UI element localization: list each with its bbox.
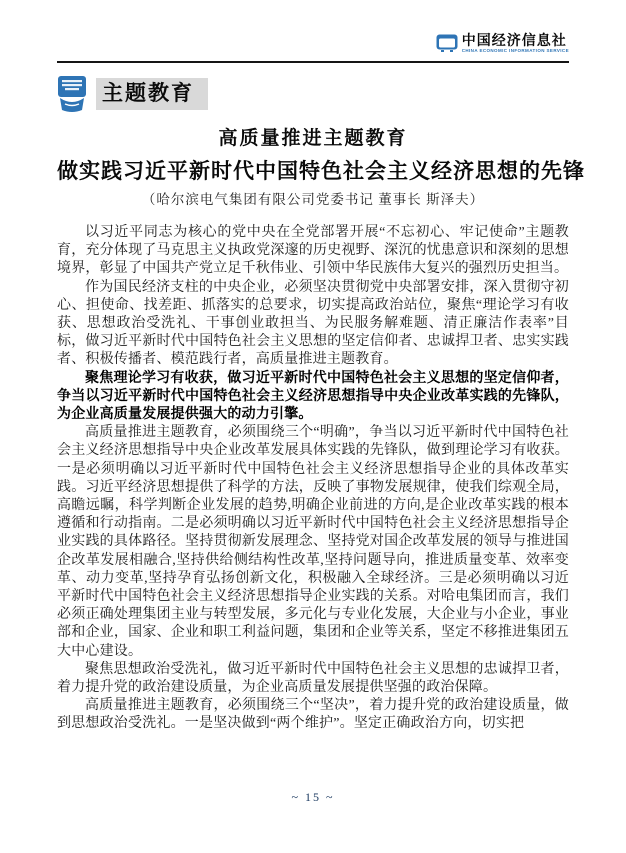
page-header: [57, 33, 569, 63]
tv-monitor-icon: [436, 34, 458, 52]
agency-logo: [436, 33, 569, 53]
page-number: ~ 15 ~: [291, 790, 335, 804]
section-badge-label: 主题教育: [96, 78, 208, 110]
agency-name: 中国经济信息社: [461, 32, 567, 48]
agency-tagline: CHINA ECONOMIC INFORMATION SERVICE: [461, 48, 569, 53]
article-body: [57, 224, 569, 734]
paragraph: 作为国民经济支柱的中央企业，必须坚决贯彻党中央部署安排，深入贯彻守初心、担使命、找差距、抓落实的总要求，切实提高政治站位，聚焦“理论学习有收获、思想政治受洗礼、干事创业敢担当、为民服务解难题、清正廉洁作表率”目标，做习近平新时代中国特色社会主义思想的坚定信仰者、忠诚捍卫者、忠实实践者、积极传播者、模范践行者，高质量推进主题教育。: [57, 279, 569, 368]
paragraph: 高质量推进主题教育，必须围绕三个“坚决”，着力提升党的政治建设质量，做到思想政治受洗礼。一是坚决做到“两个维护”。坚定正确政治方向，切实把: [57, 698, 569, 732]
logo-text-block: [462, 33, 569, 53]
article-byline: （哈尔滨电气集团有限公司党委书记 董事长 斯泽夫）: [141, 192, 485, 207]
paragraph: 高质量推进主题教育，必须围绕三个“明确”，争当以习近平新时代中国特色社会主义经济思想指导中央企业改革发展具体实践的先锋队，做到理论学习有收获。一是必须明确以习近平新时代中国特色社会主义经济思想指导企业的具体改革实践。习近平经济思想提供了科学的方法，反映了事物发展规律，使我们综观全局，高瞻远瞩，科学判断企业发展的趋势,明确企业前进的方向,是企业改革实践的根本遵循和行动指南。二是必须明确以习近平新时代中国特色社会主义经济思想指导企业实践的具体路径。坚持贯彻新发展理念、坚持党对国企改革发展的领导与推进国企改革发展相融合,坚持供给侧结构性改革,坚持问题导向，推进质量变革、效率变革、动力变革,坚持孕育弘扬创新文化，积极融入全球经济。三是必须明确以习近平新时代中国特色社会主义经济思想指导企业实践的关系。对哈电集团而言，我们必须正确处理集团主业与转型发展，多元化与专业化发展，大企业与小企业，事业部和企业，国家、企业和职工利益问题，集团和企业等关系，坚定不移推进集团五大中心建设。: [57, 425, 569, 659]
section-badge: [57, 74, 569, 114]
paragraph-emphasis: 聚焦理论学习有收获，做习近平新时代中国特色社会主义思想的坚定信仰者，争当以习近平新时代中国特色社会主义经济思想指导中央企业改革实践的先锋队，为企业高质量发展提供强大的动力引擎。: [57, 370, 569, 423]
article-kicker-title: 高质量推进主题教育: [218, 128, 408, 149]
paragraph: 聚焦思想政治受洗礼，做习近平新时代中国特色社会主义思想的忠诚捍卫者，着力提升党的政治建设质量，为企业高质量发展提供坚强的政治保障。: [57, 661, 569, 696]
paragraph: 以习近平同志为核心的党中央在全党部署开展“不忘初心、牢记使命”主题教育，充分体现了马克思主义执政党深邃的历史视野、深沉的忧患意识和深刻的思想境界，彰显了中国共产党立足千秋伟业、引领中华民族伟大复兴的强烈历史担当。: [57, 225, 569, 277]
emblem-icon: [57, 76, 87, 112]
article-main-title: 做实践习近平新时代中国特色社会主义经济思想的先锋: [57, 160, 585, 183]
